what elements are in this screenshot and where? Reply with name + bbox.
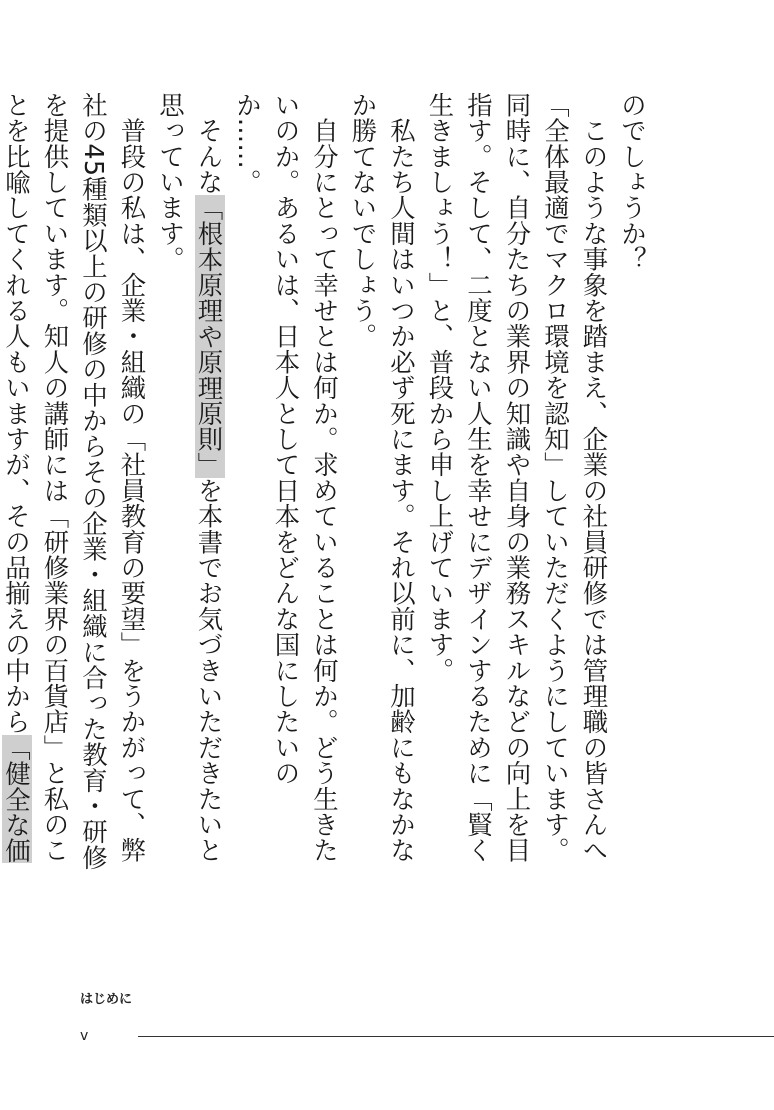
page-number: v xyxy=(80,1028,89,1044)
paragraph: のでしょうか？ xyxy=(618,92,648,272)
paragraph: 私たち人間はいつか必ず死にます。それ以前に、加齢にもなかなか勝てないでしょう。 xyxy=(348,92,417,863)
highlighted-phrase: 「健全な価 xyxy=(0,92,32,863)
text-run: そんな xyxy=(194,92,225,195)
paragraph xyxy=(152,92,229,872)
paragraph: 自分にとって幸せとは何か。求めていることは何か。どう生きたいのか。あるいは、日本人として日本をどんな国にしたいのか……。 xyxy=(233,92,340,863)
footer-rule xyxy=(138,1036,774,1037)
text-run: 普段の私は、企業・組織の「社員教育の要望」をうかがって、弊社の45種類以上の研修の中からその企業・組織に合った教育・研修を提供しています。知人の講師には「研修業界の百貨店」と私のことを比喩してくれる人もいますが、その品揃えの中から xyxy=(2,92,148,871)
running-head: はじめに xyxy=(80,992,133,1007)
paragraph xyxy=(0,92,152,872)
paragraph: このような事象を踏まえ、企業の社員研修では管理職の皆さんへ「全体最適でマクロ環境を認知」していただくようにしています。同時に、自分たちの業界の知識や自身の業務スキルなどの向上を目指す。そして、二度とない人生を幸せにデザインするために「賢く生きましょう！」と、普段から申し上げています。 xyxy=(425,92,610,863)
text-run: を本書でお気づきいただきたいと思っています。 xyxy=(156,92,225,864)
highlighted-phrase: 「根本原理や原理原則」 xyxy=(194,194,225,478)
vertical-body-text xyxy=(2,92,652,872)
